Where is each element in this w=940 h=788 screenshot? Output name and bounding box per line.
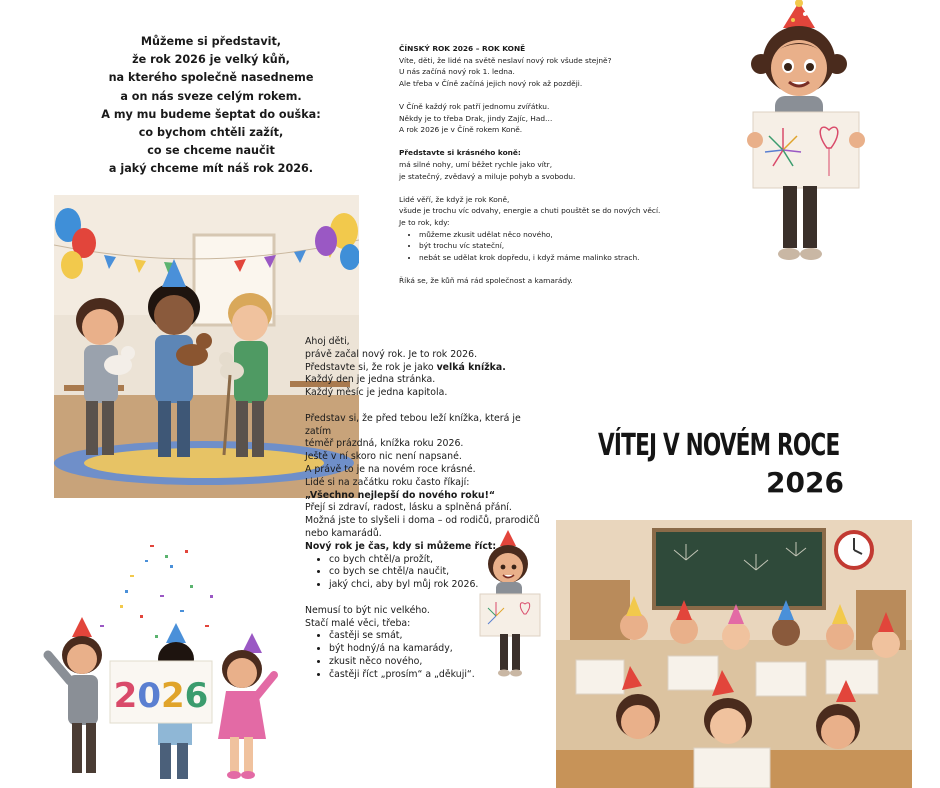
letter-time-bold: Nový rok je čas, kdy si můžeme říct: xyxy=(305,540,497,552)
poem-line: A my mu budeme šeptat do ouška: xyxy=(101,107,321,121)
letter-p3-line: nebo kamarádů. xyxy=(305,527,382,539)
kids-with-2026-sign-illustration xyxy=(30,525,280,788)
letter-bullet: • co bych se chtěl/a naučit, xyxy=(329,566,545,579)
poem-line: a on nás sveze celým rokem. xyxy=(120,89,302,103)
horse-p1-3: Ale třeba v Číně začíná jejich nový rok až později. xyxy=(399,78,583,88)
poem-line: a jaký chceme mít náš rok 2026. xyxy=(108,162,314,176)
letter-book-bold: velká knížka. xyxy=(436,361,506,373)
letter-page-line: Každý měsíc je jedna kapitola. xyxy=(305,387,448,399)
horse-p3-1: má silné nohy, umí běžet rychle jako vítr, xyxy=(399,159,553,169)
horse-p3-2: je statečný, zvědavý a miluje pohyb a svobodu. xyxy=(399,171,576,181)
small-girl-illustration xyxy=(476,530,550,680)
horse-p4-2: všude je trochu víc odvahy, energie a chuti pouštět se do nových věcí. xyxy=(399,206,661,216)
poem-line: Můžeme si představit, xyxy=(140,35,282,48)
letter-p2-line: Představ si, že před tebou leží knížka, která je zatím xyxy=(305,412,521,437)
letter-greeting-1: Ahoj děti, xyxy=(305,336,350,347)
letter-p2-line: téměř prázdná, knížka roku 2026. xyxy=(305,438,464,450)
horse-p4-3: Je to rok, kdy: xyxy=(399,217,450,227)
horse-bullets xyxy=(399,229,669,264)
poem-line: co bychom chtěli zažít, xyxy=(138,126,284,140)
title-line-1: VÍTEJ V NOVÉM ROCE xyxy=(598,428,840,463)
horse-year-text xyxy=(399,43,669,286)
letter-bullet: • častěji říct „prosím“ a „děkuji“. xyxy=(329,669,545,682)
horse-closing: Říká se, že kůň má rád společnost a kamarády. xyxy=(399,275,573,285)
letter-wish-bold: „Všechno nejlepší do nového roku!“ xyxy=(305,489,496,501)
poem-line: že rok 2026 je velký kůň, xyxy=(132,53,290,67)
sign-digit: 2 xyxy=(161,676,185,716)
horse-p2-3: A rok 2026 je v Číně rokem Koně. xyxy=(399,125,523,135)
horse-p2-2: Někdy je to třeba Drak, jindy Zajíc, Had… xyxy=(399,113,553,123)
sign-digit: 0 xyxy=(137,676,161,716)
horse-p4-1: Lidé věří, že když je rok Koně, xyxy=(399,194,510,204)
poem-line: co se chceme naučit xyxy=(147,144,275,158)
girl-with-drawing-illustration xyxy=(735,0,875,270)
classroom-illustration xyxy=(556,520,912,788)
letter-p4-line: Stačí malé věci, třeba: xyxy=(305,617,411,629)
horse-p3-heading: Představte si krásného koně: xyxy=(399,148,521,158)
letter-book-prefix: Představte si, že rok je jako xyxy=(305,361,437,373)
poem-line: na kterého společně nasedneme xyxy=(108,71,314,85)
poem xyxy=(96,33,326,179)
letter-bullet: • zkusit něco nového, xyxy=(329,656,545,669)
sign-digit: 6 xyxy=(184,676,209,716)
letter-bullet: • častěji se smát, xyxy=(329,630,545,643)
letter-p3-line: Přejí si zdraví, radost, lásku a splněná přání. xyxy=(305,502,512,514)
horse-heading: ČÍNSKÝ ROK 2026 – ROK KONĚ xyxy=(399,44,526,53)
letter-book-line xyxy=(305,362,545,375)
letter-bullet: • být hodný/á na kamarády, xyxy=(329,643,545,656)
horse-bullet: • můžeme zkusit udělat něco nového, xyxy=(419,229,669,241)
letter-bullet: • jaký chci, aby byl můj rok 2026. xyxy=(329,579,545,592)
horse-p1-2: U nás začíná nový rok 1. ledna. xyxy=(399,67,515,77)
letter-p4-line: Nemusí to být nic velkého. xyxy=(305,604,430,616)
letter-p3-line: Možná jste to slyšeli i doma – od rodičů, prarodičů xyxy=(305,515,540,527)
title-line-2: 2026 xyxy=(766,466,844,499)
letter-bullet: • co bych chtěl/a prožít, xyxy=(329,554,545,567)
horse-p1-1: Víte, děti, že lidé na světě neslaví nový rok všude stejně? xyxy=(399,55,612,65)
letter-p2-line: A právě to je na novém roce krásné. xyxy=(305,463,476,475)
sign-digit: 2 xyxy=(113,676,138,716)
letter-p2-line: Ještě v ní skoro nic není napsané. xyxy=(305,451,462,463)
horse-bullet: • nebát se udělat krok dopředu, i když máme malinko strach. xyxy=(419,252,669,264)
sign-text xyxy=(114,676,209,716)
letter-p2-line: Lidé si na začátku roku často říkají: xyxy=(305,476,470,488)
horse-bullet: • být trochu víc stateční, xyxy=(419,240,669,252)
horse-p2-1: V Číně každý rok patří jednomu zvířátku. xyxy=(399,101,550,111)
letter-greeting-2: právě začal nový rok. Je to rok 2026. xyxy=(305,348,478,360)
letter-page-line: Každý den je jedna stránka. xyxy=(305,374,436,386)
